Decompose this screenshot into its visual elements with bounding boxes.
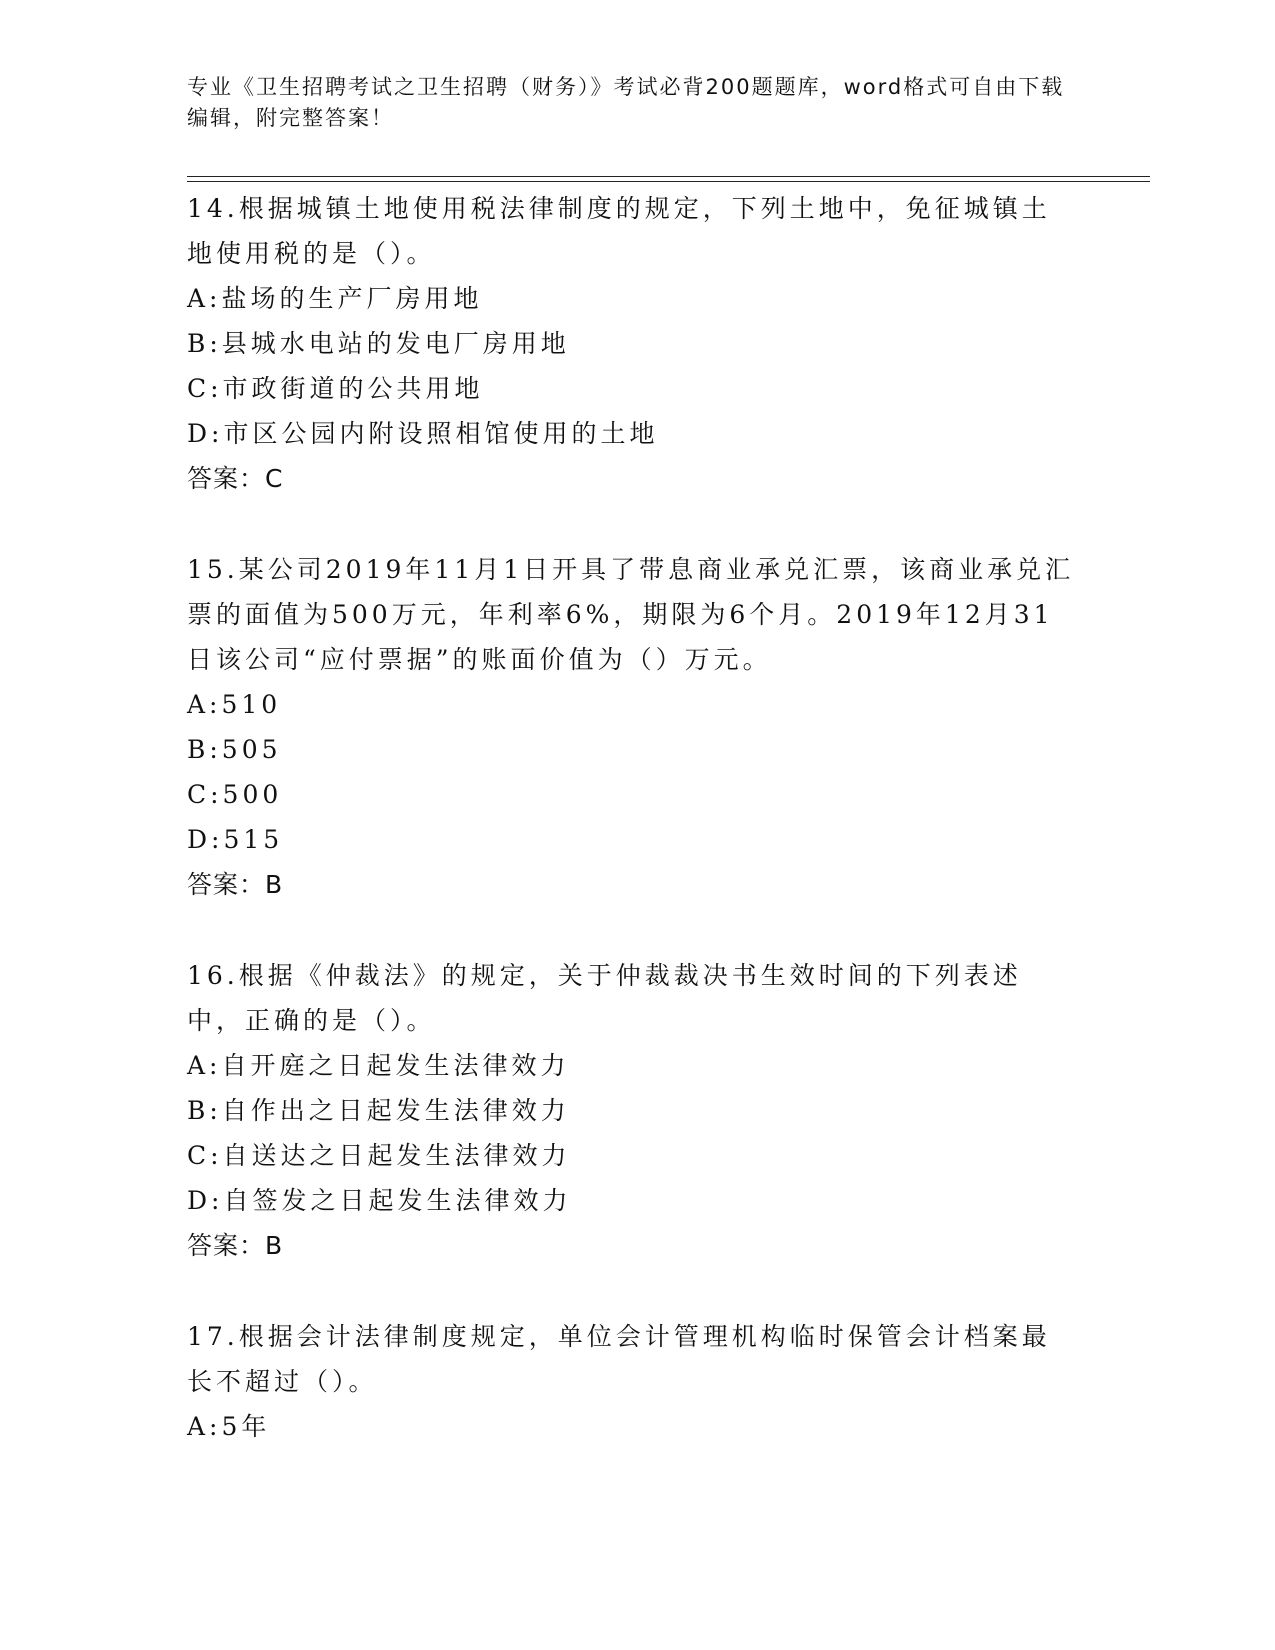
- question-15: [187, 547, 1077, 907]
- option-a: A:自开庭之日起发生法律效力: [187, 1051, 570, 1080]
- option-b: B:自作出之日起发生法律效力: [187, 1096, 570, 1125]
- option-d: D:自签发之日起发生法律效力: [187, 1186, 572, 1215]
- option-a: A:盐场的生产厂房用地: [187, 284, 483, 313]
- option-c: C:500: [187, 780, 283, 809]
- question-list: [187, 186, 1077, 1495]
- option-b: B:县城水电站的发电厂房用地: [187, 329, 570, 358]
- answer-label: 答案：B: [187, 870, 284, 899]
- header-rule-bottom: [187, 181, 1150, 182]
- option-a: A:510: [187, 690, 282, 719]
- document-header: 专业《卫生招聘考试之卫生招聘（财务）》考试必背200题题库，word格式可自由下载编辑，附完整答案！: [187, 75, 1065, 130]
- option-c: C:自送达之日起发生法律效力: [187, 1141, 571, 1170]
- answer-label: 答案：B: [187, 1231, 284, 1260]
- question-stem: 17.根据会计法律制度规定，单位会计管理机构临时保管会计档案最长不超过（）。: [187, 1322, 1051, 1396]
- question-17: [187, 1314, 1077, 1449]
- option-a: A:5年: [187, 1412, 271, 1441]
- answer-label: 答案：C: [187, 464, 284, 493]
- option-d: D:515: [187, 825, 284, 854]
- option-b: B:505: [187, 735, 282, 764]
- question-16: [187, 953, 1077, 1268]
- question-stem: 14.根据城镇土地使用税法律制度的规定，下列土地中，免征城镇土地使用税的是（）。: [187, 194, 1051, 268]
- question-14: [187, 186, 1077, 501]
- option-c: C:市政街道的公共用地: [187, 374, 484, 403]
- option-d: D:市区公园内附设照相馆使用的土地: [187, 419, 659, 448]
- question-stem: 15.某公司2019年11月1日开具了带息商业承兑汇票，该商业承兑汇票的面值为500万元，年利率6%，期限为6个月。2019年12月31日该公司“应付票据”的账面价值为（）万元。: [187, 555, 1075, 674]
- question-stem: 16.根据《仲裁法》的规定，关于仲裁裁决书生效时间的下列表述中，正确的是（）。: [187, 961, 1022, 1035]
- header-rule-top: [187, 176, 1150, 177]
